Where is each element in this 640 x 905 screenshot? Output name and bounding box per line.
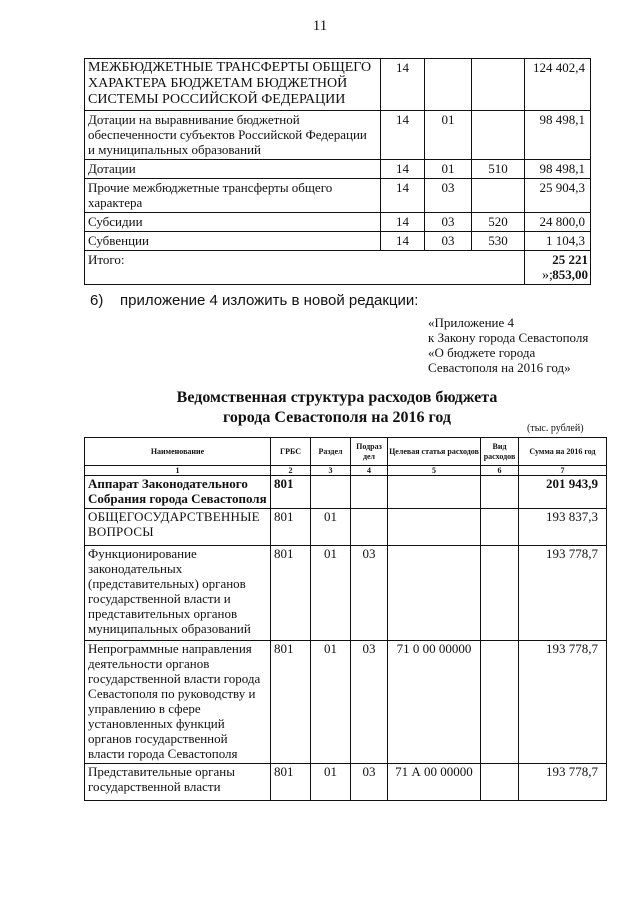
row-podrazdel (351, 476, 388, 509)
total-row (85, 251, 591, 285)
row-name: Аппарат Законодательного Собрания города Севастополя (85, 476, 271, 509)
unit-label: (тыс. рублей) (527, 423, 584, 434)
row-razdel (311, 476, 351, 509)
row-vid (472, 179, 525, 213)
row-razdel: 14 (381, 111, 425, 160)
document-title (84, 388, 590, 428)
row-podrazdel (425, 59, 472, 111)
row-razdel: 14 (381, 59, 425, 111)
row-vid: 510 (472, 160, 525, 179)
table-row (85, 546, 607, 641)
row-razdel: 01 (311, 509, 351, 546)
departmental-structure-table (84, 437, 607, 801)
row-razdel: 14 (381, 179, 425, 213)
row-vid (481, 641, 519, 764)
row-grbs: 801 (271, 546, 311, 641)
table-row (85, 179, 591, 213)
row-summa: 25 904,3 (525, 179, 591, 213)
table-row (85, 111, 591, 160)
title-line: Ведомственная структура расходов бюджета (176, 389, 498, 406)
row-razdel: 01 (311, 546, 351, 641)
item-text: приложение 4 изложить в новой редакции: (120, 292, 419, 309)
row-razdel: 14 (381, 160, 425, 179)
row-name: МЕЖБЮДЖЕТНЫЕ ТРАНСФЕРТЫ ОБЩЕГО ХАРАКТЕРА БЮДЖЕТАМ БЮДЖЕТНОЙ СИСТЕМЫ РОССИЙСКОЙ ФЕДЕРАЦИИ (85, 59, 381, 111)
annex-line: к Закону города Севастополя (428, 330, 589, 345)
row-vid (481, 764, 519, 801)
row-summa: 124 402,4 (525, 59, 591, 111)
row-target (388, 546, 481, 641)
annex-heading (428, 315, 588, 375)
row-name: Непрограммные направления деятельности органов государственной власти города Севастополя по руководству и управлению в сфере установленных функций органов государственной власти города Севастополя (85, 641, 271, 764)
header-vid: Вид расходов (481, 438, 519, 466)
row-target (388, 509, 481, 546)
column-number: 3 (311, 466, 351, 476)
row-razdel: 14 (381, 232, 425, 251)
row-podrazdel: 01 (425, 160, 472, 179)
row-name: Субвенции (85, 232, 381, 251)
row-target: 71 А 00 00000 (388, 764, 481, 801)
table-row (85, 764, 607, 801)
header-name: Наименование (85, 438, 271, 466)
annex-line: Севастополя на 2016 год» (428, 360, 571, 375)
column-number: 6 (481, 466, 519, 476)
header-razdel: Раздел (311, 438, 351, 466)
row-target (388, 476, 481, 509)
header-summa: Сумма на 2016 год (519, 438, 607, 466)
row-vid (481, 509, 519, 546)
row-grbs: 801 (271, 641, 311, 764)
table-row (85, 509, 607, 546)
page-number: 11 (312, 18, 328, 34)
row-summa: 193 778,7 (519, 546, 607, 641)
closing-quote: »; (542, 268, 553, 283)
table-row (85, 476, 607, 509)
row-razdel: 14 (381, 213, 425, 232)
row-vid (481, 546, 519, 641)
total-label: Итого: (85, 251, 525, 285)
row-summa: 193 778,7 (519, 641, 607, 764)
table-row (85, 213, 591, 232)
row-vid: 520 (472, 213, 525, 232)
header-target: Целевая статья расходов (388, 438, 481, 466)
row-vid (481, 476, 519, 509)
header-podrazdel: Подраз дел (351, 438, 388, 466)
row-vid (472, 111, 525, 160)
column-number: 2 (271, 466, 311, 476)
row-grbs: 801 (271, 764, 311, 801)
table-row (85, 160, 591, 179)
table-row (85, 641, 607, 764)
annex-line: «Приложение 4 (428, 315, 515, 330)
column-number: 1 (85, 466, 271, 476)
row-name: Дотации (85, 160, 381, 179)
title-line: города Севастополя на 2016 год (223, 409, 451, 426)
row-podrazdel: 03 (425, 179, 472, 213)
row-name: Субсидии (85, 213, 381, 232)
row-target: 71 0 00 00000 (388, 641, 481, 764)
row-summa: 201 943,9 (519, 476, 607, 509)
row-podrazdel: 03 (351, 641, 388, 764)
amendment-item (90, 292, 418, 309)
row-name: Дотации на выравнивание бюджетной обеспеченности субъектов Российской Федерации и муниципальных образований (85, 111, 381, 160)
row-summa: 1 104,3 (525, 232, 591, 251)
row-summa: 98 498,1 (525, 160, 591, 179)
row-podrazdel: 03 (351, 546, 388, 641)
row-grbs: 801 (271, 509, 311, 546)
row-summa: 98 498,1 (525, 111, 591, 160)
header-grbs: ГРБС (271, 438, 311, 466)
item-number: 6) (90, 292, 104, 309)
row-podrazdel: 03 (425, 232, 472, 251)
total-value: 25 221 853,00 (525, 251, 591, 285)
row-name: Прочие межбюджетные трансферты общего характера (85, 179, 381, 213)
annex-line: «О бюджете города (428, 345, 536, 360)
header-row (85, 438, 607, 466)
row-podrazdel: 03 (425, 213, 472, 232)
row-summa: 193 837,3 (519, 509, 607, 546)
column-number: 7 (519, 466, 607, 476)
row-razdel: 01 (311, 641, 351, 764)
column-number: 4 (351, 466, 388, 476)
table-row (85, 59, 591, 111)
row-podrazdel (351, 509, 388, 546)
column-number-row (85, 466, 607, 476)
row-summa: 24 800,0 (525, 213, 591, 232)
column-number: 5 (388, 466, 481, 476)
row-podrazdel: 01 (425, 111, 472, 160)
row-name: Функционирование законодательных (представительных) органов государственной власти и представительных органов муниципальных образований (85, 546, 271, 641)
table-row (85, 232, 591, 251)
row-podrazdel: 03 (351, 764, 388, 801)
row-razdel: 01 (311, 764, 351, 801)
row-grbs: 801 (271, 476, 311, 509)
row-vid: 530 (472, 232, 525, 251)
row-name: Представительные органы государственной власти (85, 764, 271, 801)
row-vid (472, 59, 525, 111)
row-summa: 193 778,7 (519, 764, 607, 801)
transfers-table (84, 58, 591, 285)
row-name: ОБЩЕГОСУДАРСТВЕННЫЕ ВОПРОСЫ (85, 509, 271, 546)
